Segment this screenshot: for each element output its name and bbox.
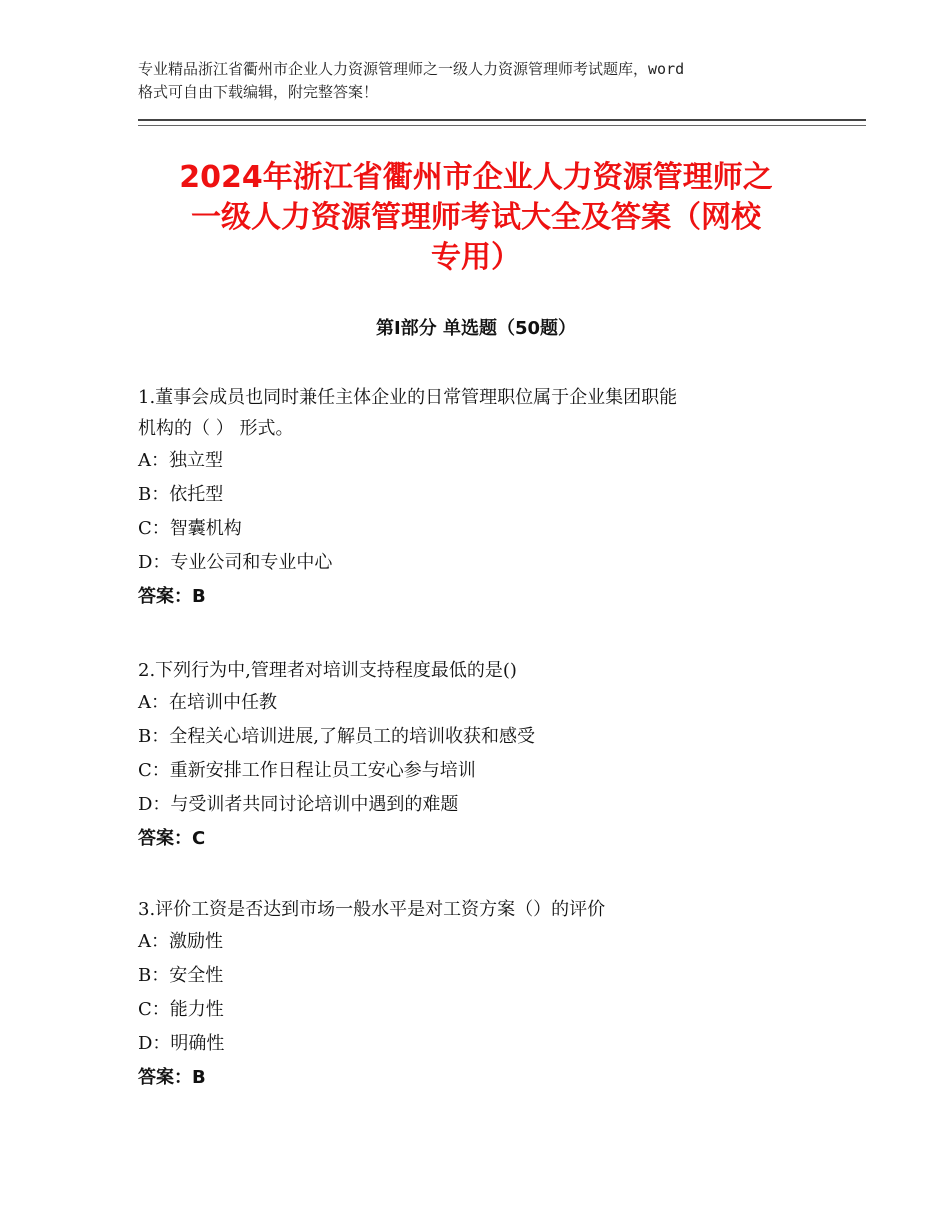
option-b: B：全程关心培训进展,了解员工的培训收获和感受 — [138, 726, 535, 747]
option-c: C：智囊机构 — [138, 518, 242, 539]
option-b: B：安全性 — [138, 965, 224, 986]
option-a: A：独立型 — [138, 450, 223, 471]
option-d: D：专业公司和专业中心 — [138, 552, 333, 573]
option-d: D：明确性 — [138, 1033, 225, 1054]
document-title-line-2: 一级人力资源管理师考试大全及答案（网校 — [191, 200, 761, 235]
answer: 答案：C — [138, 828, 206, 849]
option-c: C：能力性 — [138, 999, 224, 1020]
question-1 — [138, 382, 818, 614]
header-note — [138, 58, 828, 104]
question-2 — [138, 655, 818, 856]
answer: 答案：B — [138, 586, 206, 607]
document-title-line-3: 专用） — [431, 240, 521, 275]
question-stem — [138, 382, 818, 444]
option-a: A：激励性 — [138, 931, 223, 952]
header-note-line-2: 格式可自由下载编辑，附完整答案！ — [138, 83, 379, 101]
question-stem-line: 1.董事会成员也同时兼任主体企业的日常管理职位属于企业集团职能 — [138, 387, 678, 408]
option-d: D：与受训者共同讨论培训中遇到的难题 — [138, 794, 459, 815]
document-title — [138, 158, 814, 278]
question-3 — [138, 894, 818, 1095]
answer: 答案：B — [138, 1067, 206, 1088]
question-stem-line: 2.下列行为中,管理者对培训支持程度最低的是() — [138, 660, 517, 681]
document-title-line-1: 2024年浙江省衢州市企业人力资源管理师之 — [179, 160, 773, 195]
header-note-line-1: 专业精品浙江省衢州市企业人力资源管理师之一级人力资源管理师考试题库，word — [138, 60, 685, 78]
header-divider-thick — [138, 119, 866, 121]
question-stem — [138, 655, 818, 686]
section-heading: 第Ⅰ部分 单选题（50题） — [375, 318, 576, 339]
option-c: C：重新安排工作日程让员工安心参与培训 — [138, 760, 476, 781]
question-stem-line: 机构的（ ） 形式。 — [138, 418, 294, 439]
question-stem — [138, 894, 818, 925]
option-b: B：依托型 — [138, 484, 224, 505]
header-divider-thin — [138, 125, 866, 126]
option-a: A：在培训中任教 — [138, 692, 277, 713]
question-stem-line: 3.评价工资是否达到市场一般水平是对工资方案（）的评价 — [138, 899, 606, 920]
